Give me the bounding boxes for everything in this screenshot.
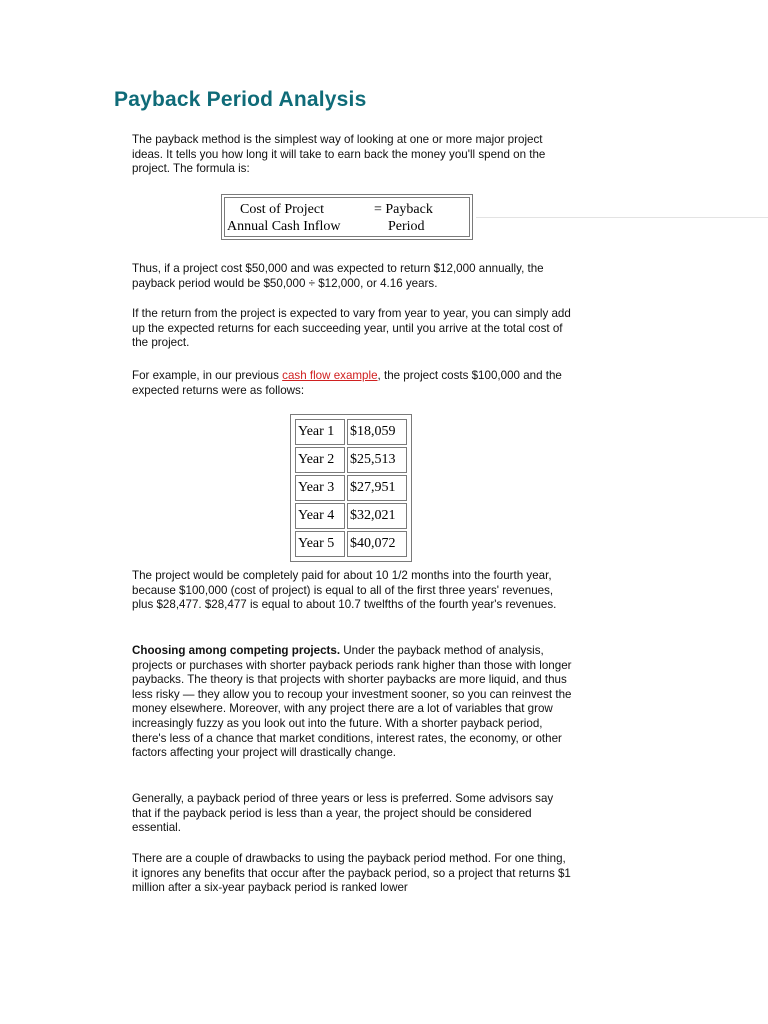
amount-cell: $27,951 [347,475,407,501]
amount-cell: $40,072 [347,531,407,557]
year-cell: Year 4 [295,503,345,529]
returns-table [290,414,412,562]
example-paragraph: Thus, if a project cost $50,000 and was expected to return $12,000 annually, the payback period would be $50,000 ÷ $12,000, or 4.16 years. [132,262,544,290]
previous-example-text-cont: , the project costs $100,000 and the expected returns were as follows: [132,369,562,397]
divider-rule [476,217,768,218]
year-cell: Year 5 [295,531,345,557]
formula-numerator: Cost of Project [240,202,324,217]
page-title: Payback Period Analysis [114,88,367,111]
amount-cell: $32,021 [347,503,407,529]
formula-result-top: = Payback [374,202,433,217]
cash-flow-example-link[interactable]: cash flow example [282,369,378,382]
year-cell: Year 3 [295,475,345,501]
choosing-body: Under the payback method of analysis, projects or purchases with shorter payback periods rank higher than those with longer paybacks. The theory is that projects with shorter paybacks are more liquid, and thus less risky — they allow you to recoup your investment sooner, so you can reinvest the money elsewhere. Moreover, with any project there are a lot of variables that grow increasingly fuzzy as you look out into the future. With a shorter payback period, there's less of a chance that market conditions, interest rates, the economy, or other factors affecting your project will drastically change. [132,644,572,760]
drawbacks-paragraph: There are a couple of drawbacks to using the payback period method. For one thing, it ignores any benefits that occur after the payback period, so a project that returns $1 million after a six-year payback period is ranked lower [132,852,571,895]
amount-cell: $18,059 [347,419,407,445]
choosing-heading: Choosing among competing projects. [132,644,341,657]
year-cell: Year 1 [295,419,345,445]
previous-example-paragraph [132,369,572,398]
paid-paragraph: The project would be completely paid for about 10 1/2 months into the fourth year, because $100,000 (cost of project) is equal to all of the first three years' revenues, plus $28,477. $28,477 is equal to about 10.7 twelfths of the fourth year's revenues. [132,569,557,612]
table-row [295,447,407,473]
formula-result-bottom: Period [388,219,425,234]
previous-example-text: For example, in our previous [132,369,283,382]
table-row [295,503,407,529]
amount-cell: $25,513 [347,447,407,473]
table-row [295,531,407,557]
varying-returns-paragraph: If the return from the project is expected to vary from year to year, you can simply add up the expected returns for each succeeding year, until you arrive at the total cost of the project. [132,307,571,350]
formula-box [221,194,473,240]
intro-paragraph: The payback method is the simplest way of looking at one or more major project ideas. It tells you how long it will take to earn back the money you'll spend on the project. The formula is: [132,133,546,176]
year-cell: Year 2 [295,447,345,473]
table-row [295,419,407,445]
table-row [295,475,407,501]
formula-denominator: Annual Cash Inflow [227,219,341,234]
formula-inner [224,197,470,237]
choosing-paragraph [132,644,572,761]
generally-paragraph: Generally, a payback period of three years or less is preferred. Some advisors say that if the payback period is less than a year, the project should be considered essential. [132,792,554,835]
